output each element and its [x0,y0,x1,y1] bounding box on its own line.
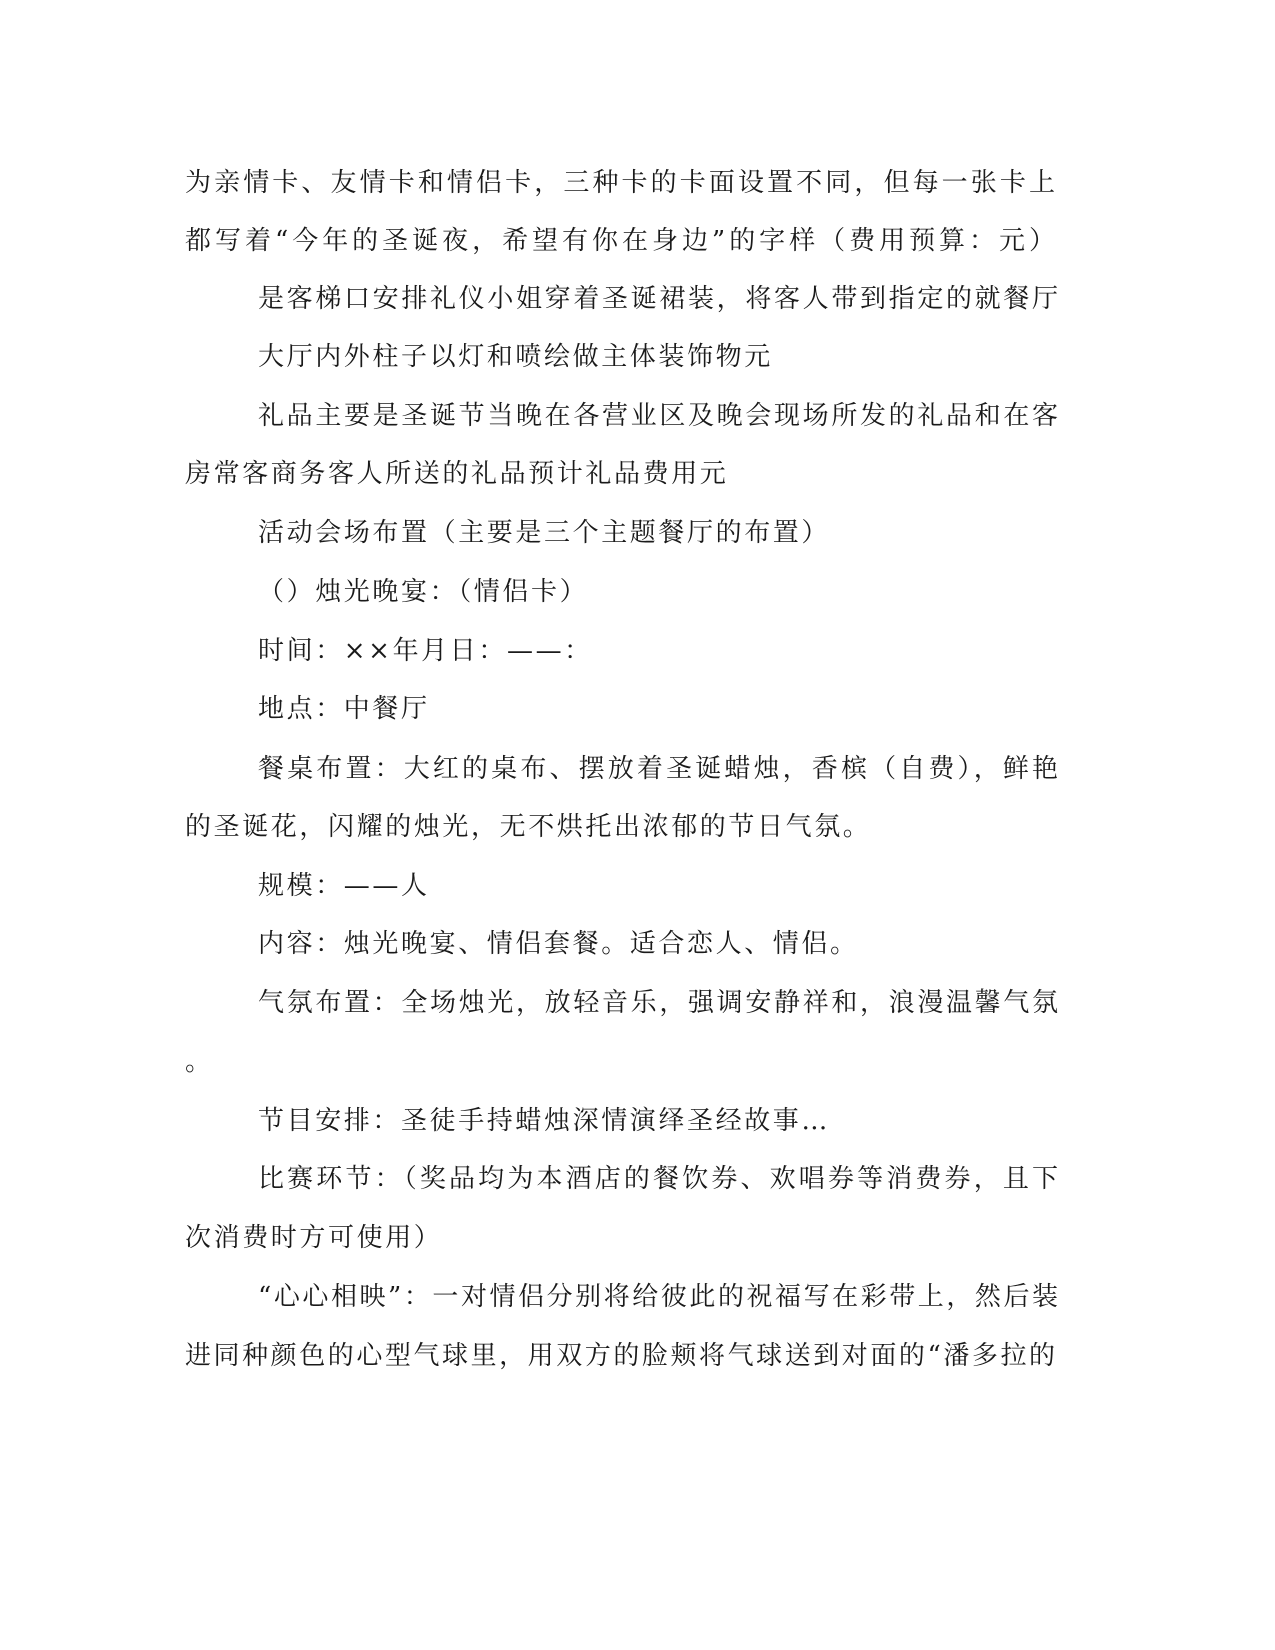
text-line: 地点：中餐厅 [258,694,430,724]
text-line: 时间：××年月日：——： [258,636,593,666]
text-line: 次消费时方可使用） [185,1223,443,1253]
text-line: 气氛布置：全场烛光，放轻音乐，强调安静祥和，浪漫温馨气氛 [258,988,1058,1018]
text-line: 礼品主要是圣诞节当晚在各营业区及晚会现场所发的礼品和在客 [258,401,1058,431]
text-line: （）烛光晚宴：（情侣卡） [258,577,589,607]
text-line: 为亲情卡、友情卡和情侣卡，三种卡的卡面设置不同，但每一张卡上 [185,168,1055,198]
text-line: 比赛环节：（奖品均为本酒店的餐饮券、欢唱券等消费券，且下 [258,1164,1058,1194]
text-line: 是客梯口安排礼仪小姐穿着圣诞裙装，将客人带到指定的就餐厅 [258,284,1058,314]
text-line: 规模：——人 [258,871,430,901]
text-line: 的圣诞花，闪耀的烛光，无不烘托出浓郁的节日气氛。 [185,812,872,842]
text-line: 都写着“今年的圣诞夜，希望有你在身边”的字样（费用预算：元） [185,226,1055,256]
text-line: “心心相映”：一对情侣分别将给彼此的祝福写在彩带上，然后装 [258,1282,1058,1312]
text-line: 。 [185,1047,214,1077]
text-line: 房常客商务客人所送的礼品预计礼品费用元 [185,459,729,489]
text-line: 内容：烛光晚宴、情侣套餐。适合恋人、情侣。 [258,929,859,959]
text-line: 活动会场布置（主要是三个主题餐厅的布置） [258,518,831,548]
text-line: 进同种颜色的心型气球里，用双方的脸颊将气球送到对面的“潘多拉的 [185,1341,1055,1371]
text-line: 餐桌布置：大红的桌布、摆放着圣诞蜡烛，香槟（自费），鲜艳 [258,754,1058,784]
text-line: 大厅内外柱子以灯和喷绘做主体装饰物元 [258,342,773,372]
text-line: 节目安排：圣徒手持蜡烛深情演绎圣经故事… [258,1106,831,1136]
